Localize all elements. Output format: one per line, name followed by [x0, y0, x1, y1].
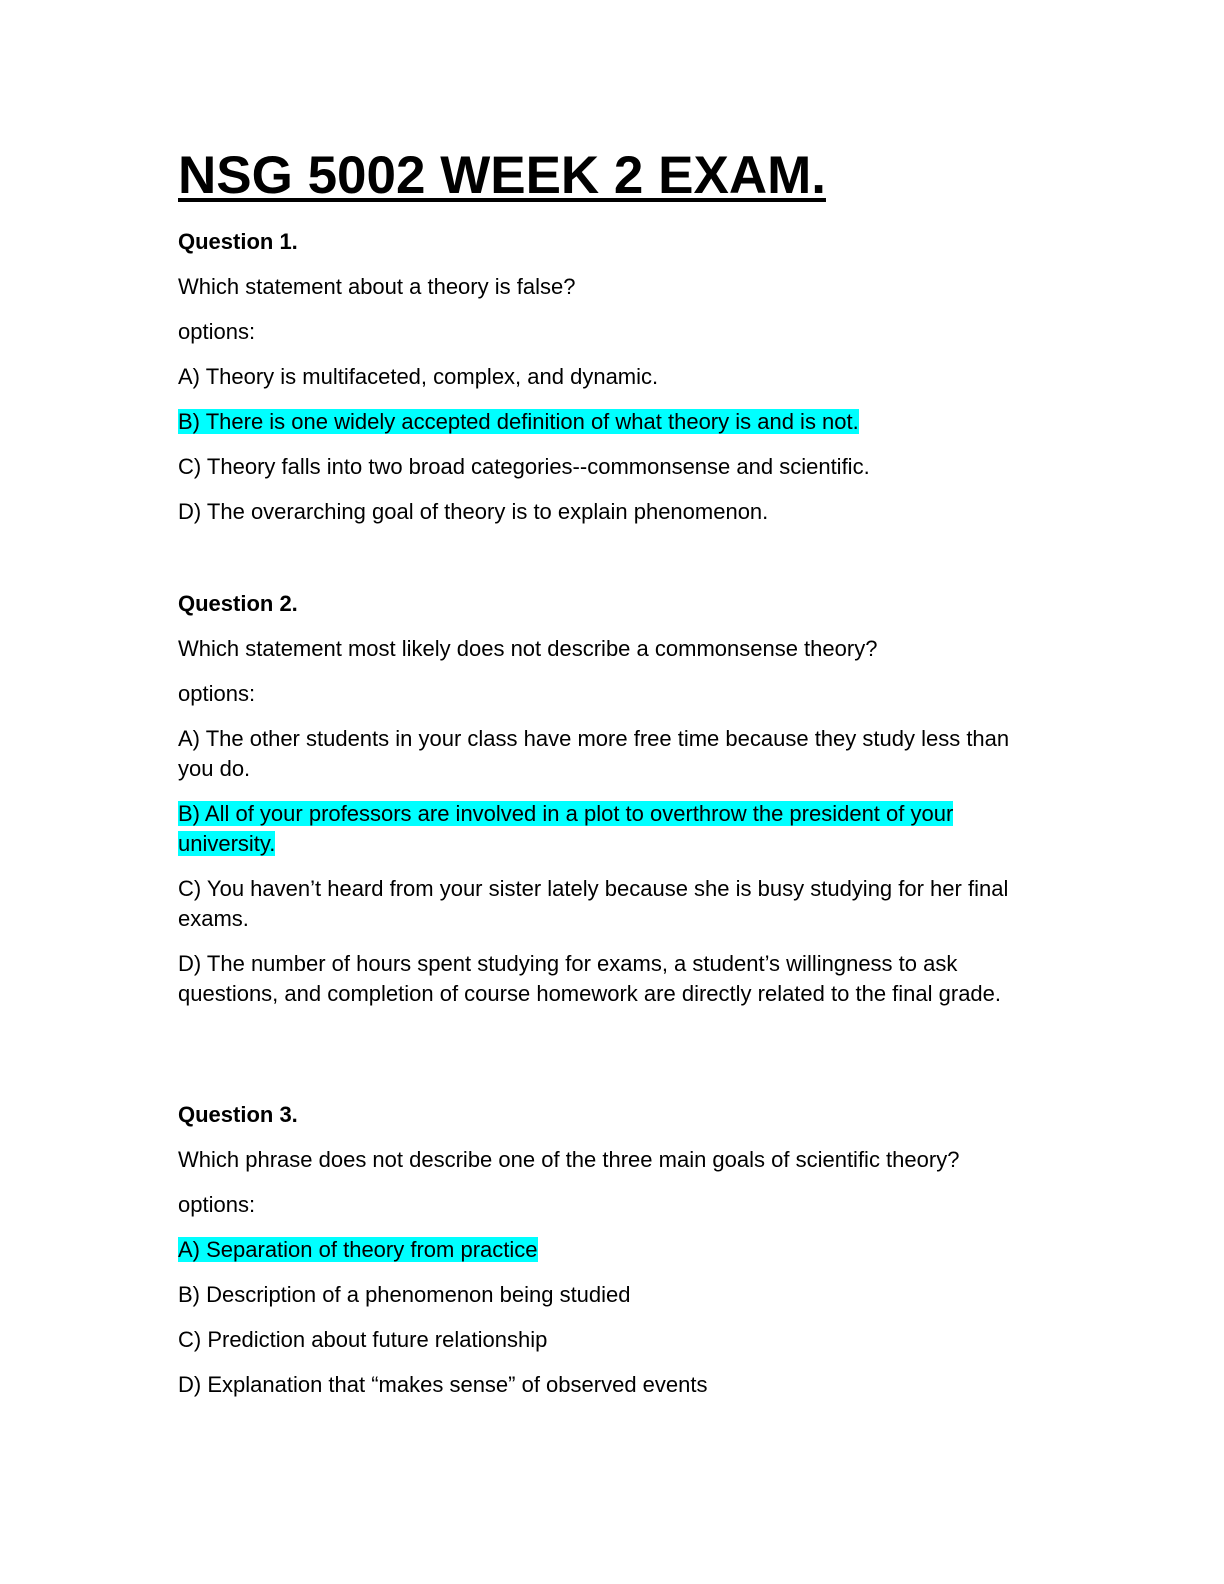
- option-text: C) You haven’t heard from your sister lately because she is busy studying for her final exams.: [178, 876, 1009, 931]
- option-d: [178, 949, 1038, 1009]
- option-text: D) The overarching goal of theory is to explain phenomenon.: [178, 499, 769, 524]
- option-d: [178, 497, 1038, 527]
- question-2: [178, 589, 1038, 1024]
- option-text-highlighted: B) There is one widely accepted definition of what theory is and is not.: [178, 409, 859, 434]
- option-b: [178, 799, 1038, 859]
- option-d: [178, 1370, 1038, 1400]
- option-c: [178, 1325, 1038, 1355]
- option-text: C) Prediction about future relationship: [178, 1327, 548, 1352]
- option-text: A) Theory is multifaceted, complex, and dynamic.: [178, 364, 659, 389]
- option-b: [178, 1280, 1038, 1310]
- options-label: options:: [178, 319, 256, 344]
- option-text: B) Description of a phenomenon being studied: [178, 1282, 631, 1307]
- option-a: [178, 1235, 1038, 1265]
- option-text: D) The number of hours spent studying for exams, a student’s willingness to ask questions, and completion of course homework are directly related to the final grade.: [178, 951, 1002, 1006]
- question-prompt: Which statement most likely does not describe a commonsense theory?: [178, 636, 878, 661]
- option-a: [178, 724, 1038, 784]
- option-text: A) The other students in your class have more free time because they study less than you do.: [178, 726, 1010, 781]
- option-b: [178, 407, 1038, 437]
- option-text-highlighted: A) Separation of theory from practice: [178, 1237, 538, 1262]
- options-label: options:: [178, 681, 256, 706]
- question-heading: Question 3.: [178, 1102, 298, 1127]
- option-text-highlighted: B) All of your professors are involved in a plot to overthrow the president of your university.: [178, 801, 954, 856]
- option-c: [178, 452, 1038, 482]
- question-heading: Question 2.: [178, 591, 298, 616]
- question-prompt: Which phrase does not describe one of the three main goals of scientific theory?: [178, 1147, 960, 1172]
- options-label: options:: [178, 1192, 256, 1217]
- question-1: [178, 227, 1038, 542]
- option-text: C) Theory falls into two broad categories--commonsense and scientific.: [178, 454, 870, 479]
- option-text: D) Explanation that “makes sense” of observed events: [178, 1372, 708, 1397]
- option-c: [178, 874, 1038, 934]
- question-3: [178, 1100, 1038, 1415]
- page-title: NSG 5002 WEEK 2 EXAM.: [178, 146, 826, 205]
- question-heading: Question 1.: [178, 229, 298, 254]
- question-prompt: Which statement about a theory is false?: [178, 274, 576, 299]
- option-a: [178, 362, 1038, 392]
